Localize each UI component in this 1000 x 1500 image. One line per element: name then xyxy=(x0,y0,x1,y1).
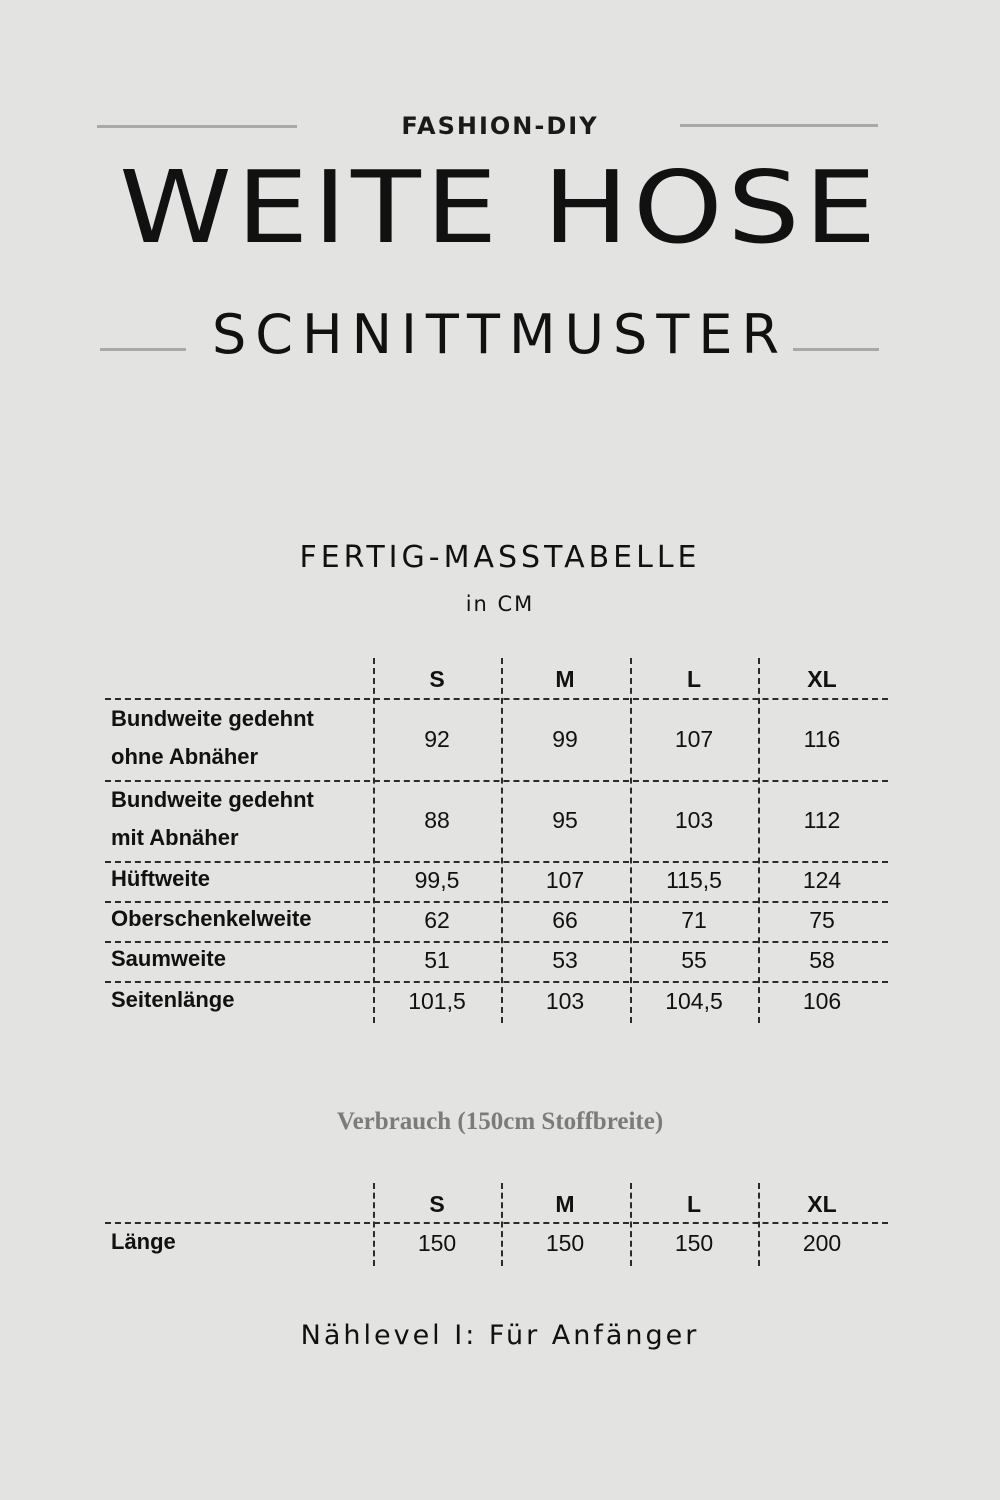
row-label-line: mit Abnäher xyxy=(111,824,239,850)
row-label xyxy=(111,1223,176,1261)
table-cell: 92 xyxy=(424,725,450,752)
row-label xyxy=(111,981,234,1019)
table-cell: 99 xyxy=(552,725,578,752)
row-label xyxy=(111,860,210,898)
table-cell: 103 xyxy=(674,806,714,833)
table-cell: 115,5 xyxy=(666,867,722,893)
table-header-rule xyxy=(105,1222,888,1224)
row-label xyxy=(111,940,226,978)
row-label-line: ohne Abnäher xyxy=(111,743,259,769)
page-title: WEITE HOSE xyxy=(119,149,881,266)
table-cell: 95 xyxy=(552,806,578,833)
row-label-line: Hüftweite xyxy=(111,866,210,891)
table-cell: 55 xyxy=(681,947,707,973)
page-subtitle: SCHNITTMUSTER xyxy=(212,303,788,366)
row-label-line: Bundweite gedehnt xyxy=(111,786,314,812)
table-cell: 107 xyxy=(674,725,714,752)
table-cell: 62 xyxy=(424,907,450,933)
measurement-table-title: FERTIG-MASSTABELLE xyxy=(299,540,701,575)
table-cell: 51 xyxy=(424,947,450,973)
size-header-s: S xyxy=(429,666,445,692)
table-cell: 103 xyxy=(545,988,585,1014)
table-cell: 150 xyxy=(545,1230,585,1256)
row-label xyxy=(111,781,314,857)
size-header-l: L xyxy=(686,666,702,692)
table-cell: 71 xyxy=(681,907,707,933)
sewing-level-text: Nählevel I: Für Anfänger xyxy=(300,1320,700,1351)
table-cell: 150 xyxy=(417,1230,457,1256)
size-header-xl: XL xyxy=(807,666,837,692)
table-cell: 107 xyxy=(545,867,585,893)
table-cell: 150 xyxy=(674,1230,714,1256)
row-label-line: Länge xyxy=(111,1229,176,1254)
row-label-line: Saumweite xyxy=(111,946,226,971)
size-header-xl: XL xyxy=(807,1191,837,1217)
table-cell: 200 xyxy=(802,1230,842,1256)
kicker-text: FASHION-DIY xyxy=(401,112,599,140)
table-cell: 104,5 xyxy=(665,988,723,1014)
row-label xyxy=(111,900,312,938)
size-header-s: S xyxy=(429,1191,445,1217)
fabric-usage-title: Verbrauch (150cm Stoffbreite) xyxy=(336,1108,664,1135)
table-cell: 101,5 xyxy=(408,988,466,1014)
row-label-line: Bundweite gedehnt xyxy=(111,705,314,731)
table-cell: 124 xyxy=(802,867,842,893)
table-cell: 112 xyxy=(803,806,841,833)
table-cell: 75 xyxy=(809,907,835,933)
table-cell: 58 xyxy=(809,947,835,973)
row-label-line: Oberschenkelweite xyxy=(111,906,312,931)
table-cell: 106 xyxy=(802,988,842,1014)
table-cell: 88 xyxy=(424,806,450,833)
table-cell: 53 xyxy=(552,947,578,973)
measurement-table-unit: in CM xyxy=(465,592,535,616)
table-cell: 66 xyxy=(552,907,578,933)
row-divider xyxy=(105,861,888,863)
table-cell: 99,5 xyxy=(414,867,460,893)
size-header-m: M xyxy=(555,666,575,692)
size-header-m: M xyxy=(555,1191,575,1217)
row-label xyxy=(111,700,314,776)
table-cell: 116 xyxy=(803,725,841,752)
size-header-l: L xyxy=(686,1191,702,1217)
row-label-line: Seitenlänge xyxy=(111,987,235,1012)
